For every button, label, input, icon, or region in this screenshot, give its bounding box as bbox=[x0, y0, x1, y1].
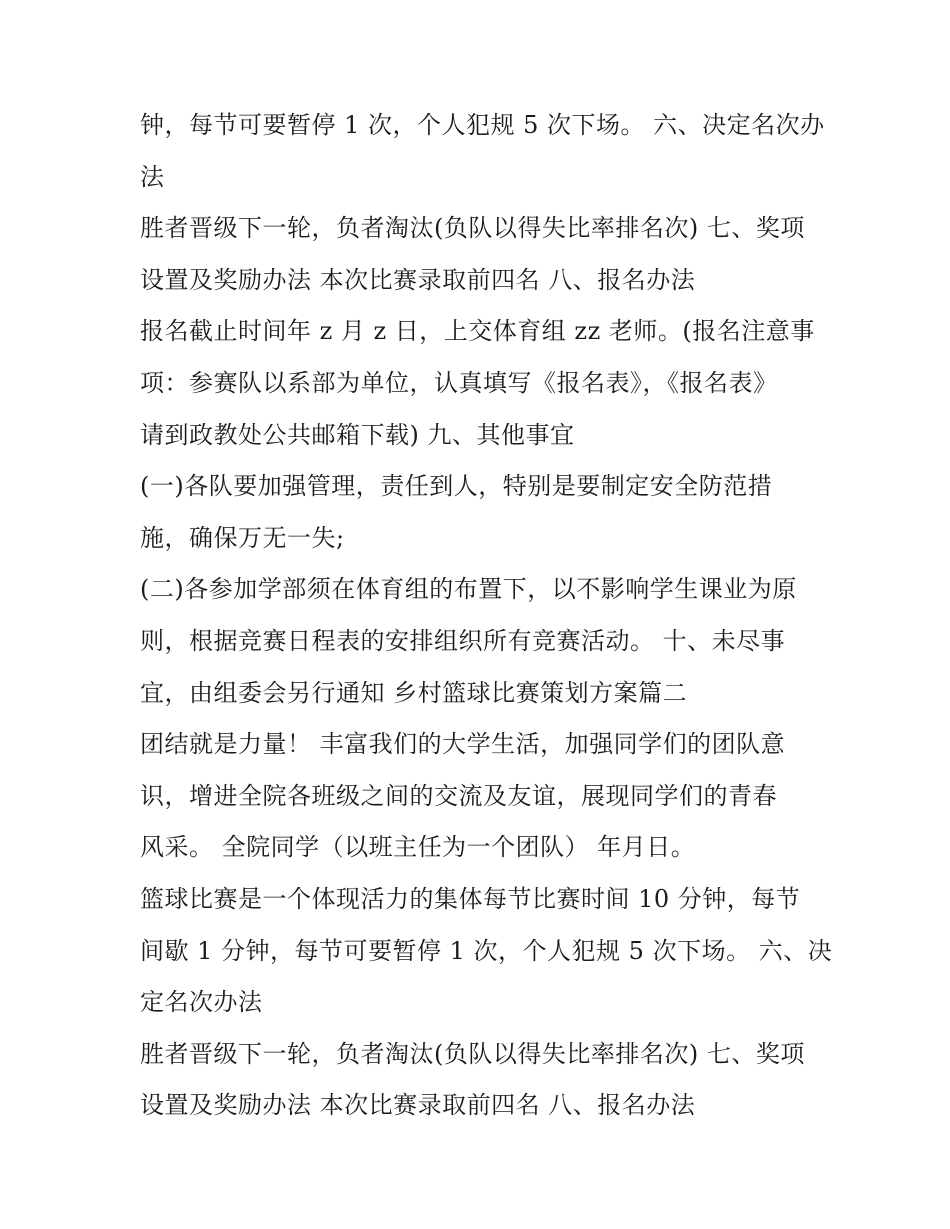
text-line: 风采。 全院同学（以班主任为一个团队） 年月日。 bbox=[140, 833, 696, 862]
text-line: 项：参赛队以系部为单位，认真填写《报名表》，《报名表》 bbox=[140, 368, 778, 397]
text-line: 法 bbox=[140, 162, 165, 191]
text-line: 施，确保万无一失; bbox=[140, 523, 345, 552]
text-line: 识，增进全院各班级之间的交流及友谊，展现同学们的青春 bbox=[140, 781, 777, 810]
text-line: 胜者晋级下一轮，负者淘汰(负队以得失比率排名次) 七、奖项 bbox=[140, 1039, 805, 1068]
text-line: 篮球比赛是一个体现活力的集体每节比赛时间 10 分钟，每节 bbox=[140, 884, 801, 913]
text-line: 钟，每节可要暂停 1 次，个人犯规 5 次下场。 六、决定名次办 bbox=[140, 111, 825, 139]
text-line: 设置及奖励办法 本次比赛录取前四名 八、报名办法 bbox=[140, 1091, 696, 1120]
text-line: 则，根据竞赛日程表的安排组织所有竞赛活动。 十、未尽事 bbox=[140, 626, 786, 655]
text-line: 设置及奖励办法 本次比赛录取前四名 八、报名办法 bbox=[140, 265, 696, 294]
text-line: (一)各队要加强管理，责任到人，特别是要制定安全防范措 bbox=[140, 472, 773, 501]
text-line: 报名截止时间年 z 月 z 日，上交体育组 zz 老师。(报名注意事 bbox=[140, 317, 815, 346]
text-line: 胜者晋级下一轮，负者淘汰(负队以得失比率排名次) 七、奖项 bbox=[140, 214, 805, 243]
text-line: 间歇 1 分钟，每节可要暂停 1 次，个人犯规 5 次下场。 六、决 bbox=[140, 936, 833, 965]
text-line: 团结就是力量！ 丰富我们的大学生活，加强同学们的团队意 bbox=[140, 730, 786, 759]
text-line: 宜，由组委会另行通知 乡村篮球比赛策划方案篇二 bbox=[140, 678, 688, 707]
document-body bbox=[140, 100, 833, 1132]
text-line: 请到政教处公共邮箱下载) 九、其他事宜 bbox=[140, 420, 575, 449]
text-line: (二)各参加学部须在体育组的布置下，以不影响学生课业为原 bbox=[140, 575, 797, 604]
text-line: 定名次办法 bbox=[140, 988, 263, 1017]
